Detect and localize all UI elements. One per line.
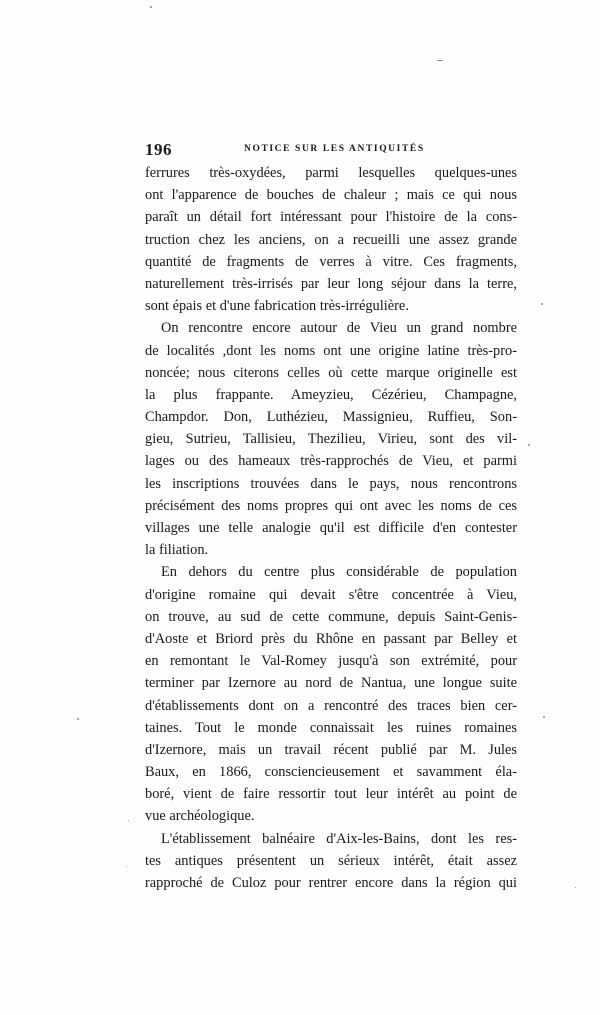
text-line: lages ou des hameaux très-rapprochés de Vieu, et parmi (145, 453, 517, 470)
text-line: les inscriptions trouvées dans le pays, nous rencontrons (145, 475, 517, 492)
text-line: En dehors du centre plus considérable de population (161, 564, 517, 581)
text-line: la plus frappante. Ameyzieu, Cézérieu, Champagne, (145, 386, 517, 403)
scan-speck (126, 866, 127, 867)
text-line: de localités ,dont les noms ont une origine latine très-pro- (145, 342, 517, 359)
text-line: en remontant le Val-Romey jusqu'à son extrémité, pour (145, 653, 517, 670)
text-line: vue archéologique. (145, 808, 255, 825)
text-line: Champdor. Don, Luthézieu, Massignieu, Ruffieu, Son- (145, 409, 517, 426)
text-line: L'établissement balnéaire d'Aix-les-Bains, dont les res- (161, 830, 517, 847)
text-line: Baux, en 1866, consciencieusement et savamment éla- (145, 764, 517, 781)
text-line: rapproché de Culoz pour rentrer encore dans la région qui (145, 875, 517, 891)
scan-speck (437, 60, 443, 61)
text-line: d'origine romaine qui devait s'être concentrée à Vieu, (145, 586, 517, 603)
running-title: NOTICE SUR LES ANTIQUITÉS (244, 144, 425, 154)
text-line: gieu, Sutrieu, Tallisieu, Thezilieu, Virieu, sont des vil- (145, 431, 517, 448)
text-line: sont épais et d'une fabrication très-irrégulière. (145, 298, 409, 315)
text-line: noncée; nous citerons celles où cette marque originelle est (145, 364, 517, 381)
body-text (145, 162, 517, 894)
text-line: d'établissements dont on a rencontré des traces bien cer- (145, 697, 517, 714)
scan-speck (528, 444, 530, 446)
page-header (145, 140, 517, 162)
scan-speck (541, 303, 543, 305)
scan-speck (77, 718, 79, 720)
text-line: d'Izernore, mais un travail récent publié par M. Jules (145, 741, 517, 758)
text-line: boré, vient de faire ressortir tout leur intérêt au point de (145, 786, 517, 803)
text-line: précisément des noms propres qui ont avec les noms de ces (145, 497, 517, 514)
text-line: tes antiques présentent un sérieux intérêt, était assez (145, 852, 517, 869)
text-line: taines. Tout le monde connaissait les ruines romaines (145, 719, 517, 736)
text-line: truction chez les anciens, on a recueilli une assez grande (145, 231, 517, 248)
text-line: ferrures très-oxydées, parmi lesquelles quelques-unes (145, 165, 517, 181)
page-number: 196 (145, 140, 172, 159)
scan-speck (575, 887, 576, 888)
text-line: d'Aoste et Briord près du Rhône en passant par Belley et (145, 630, 517, 647)
text-line: terminer par Izernore au nord de Nantua, une longue suite (145, 675, 517, 692)
text-line: On rencontre encore autour de Vieu un grand nombre (161, 320, 517, 337)
scan-speck (128, 820, 129, 821)
text-line: ont l'apparence de bouches de chaleur ; mais ce qui nous (145, 187, 517, 204)
text-line: on trouve, au sud de cette commune, depuis Saint-Genis- (145, 608, 517, 625)
text-line: quantité de fragments de verres à vitre. Ces fragments, (145, 253, 517, 270)
text-line: paraît un détail fort intéressant pour l'histoire de la cons- (145, 209, 517, 226)
text-line: villages une telle analogie qu'il est difficile d'en contester (145, 520, 517, 536)
scan-speck (150, 6, 152, 8)
text-line: la filiation. (145, 542, 209, 559)
text-line: naturellement très-irrisés par leur long séjour dans la terre, (145, 275, 517, 292)
scan-speck (543, 716, 545, 718)
